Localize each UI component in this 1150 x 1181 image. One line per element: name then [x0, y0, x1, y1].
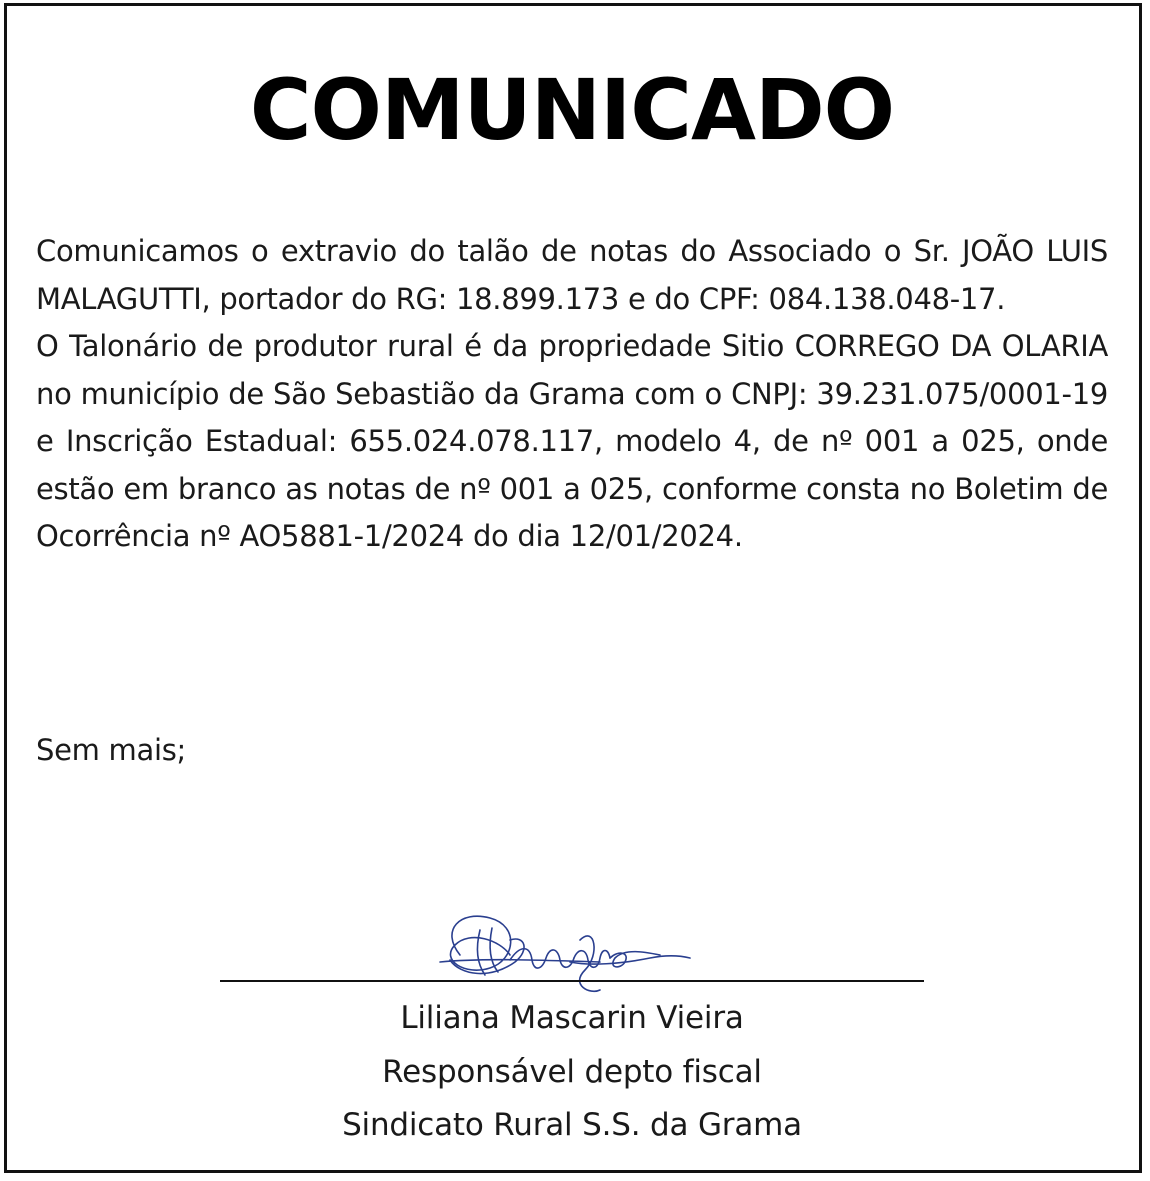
document-body — [36, 228, 1108, 561]
signature-line — [220, 980, 924, 982]
handwritten-signature — [420, 900, 700, 1010]
paragraph-1: Comunicamos o extravio do talão de notas do Associado o Sr. JOÃO LUIS MALAGUTTI, portador do RG: 18.899.173 e do CPF: 084.138.048-17. — [36, 234, 1108, 316]
signer-organization: Sindicato Rural S.S. da Grama — [342, 1107, 802, 1143]
closing-text: Sem mais; — [36, 733, 186, 767]
paragraph-2: O Talonário de produtor rural é da propriedade Sitio CORREGO DA OLARIA no município de São Sebastião da Grama com o CNPJ: 39.231.075/0001-19 e Inscrição Estadual: 655.024.078.117, modelo 4, de nº 001 a 025, onde estão em branco as notas de nº 001 a 025, conforme consta no Boletim de Ocorrência nº AO5881-1/2024 do dia 12/01/2024. — [36, 329, 1108, 553]
document-title: COMUNICADO — [249, 61, 895, 159]
signer-role: Responsável depto fiscal — [382, 1054, 762, 1090]
signer-name: Liliana Mascarin Vieira — [400, 1000, 744, 1036]
